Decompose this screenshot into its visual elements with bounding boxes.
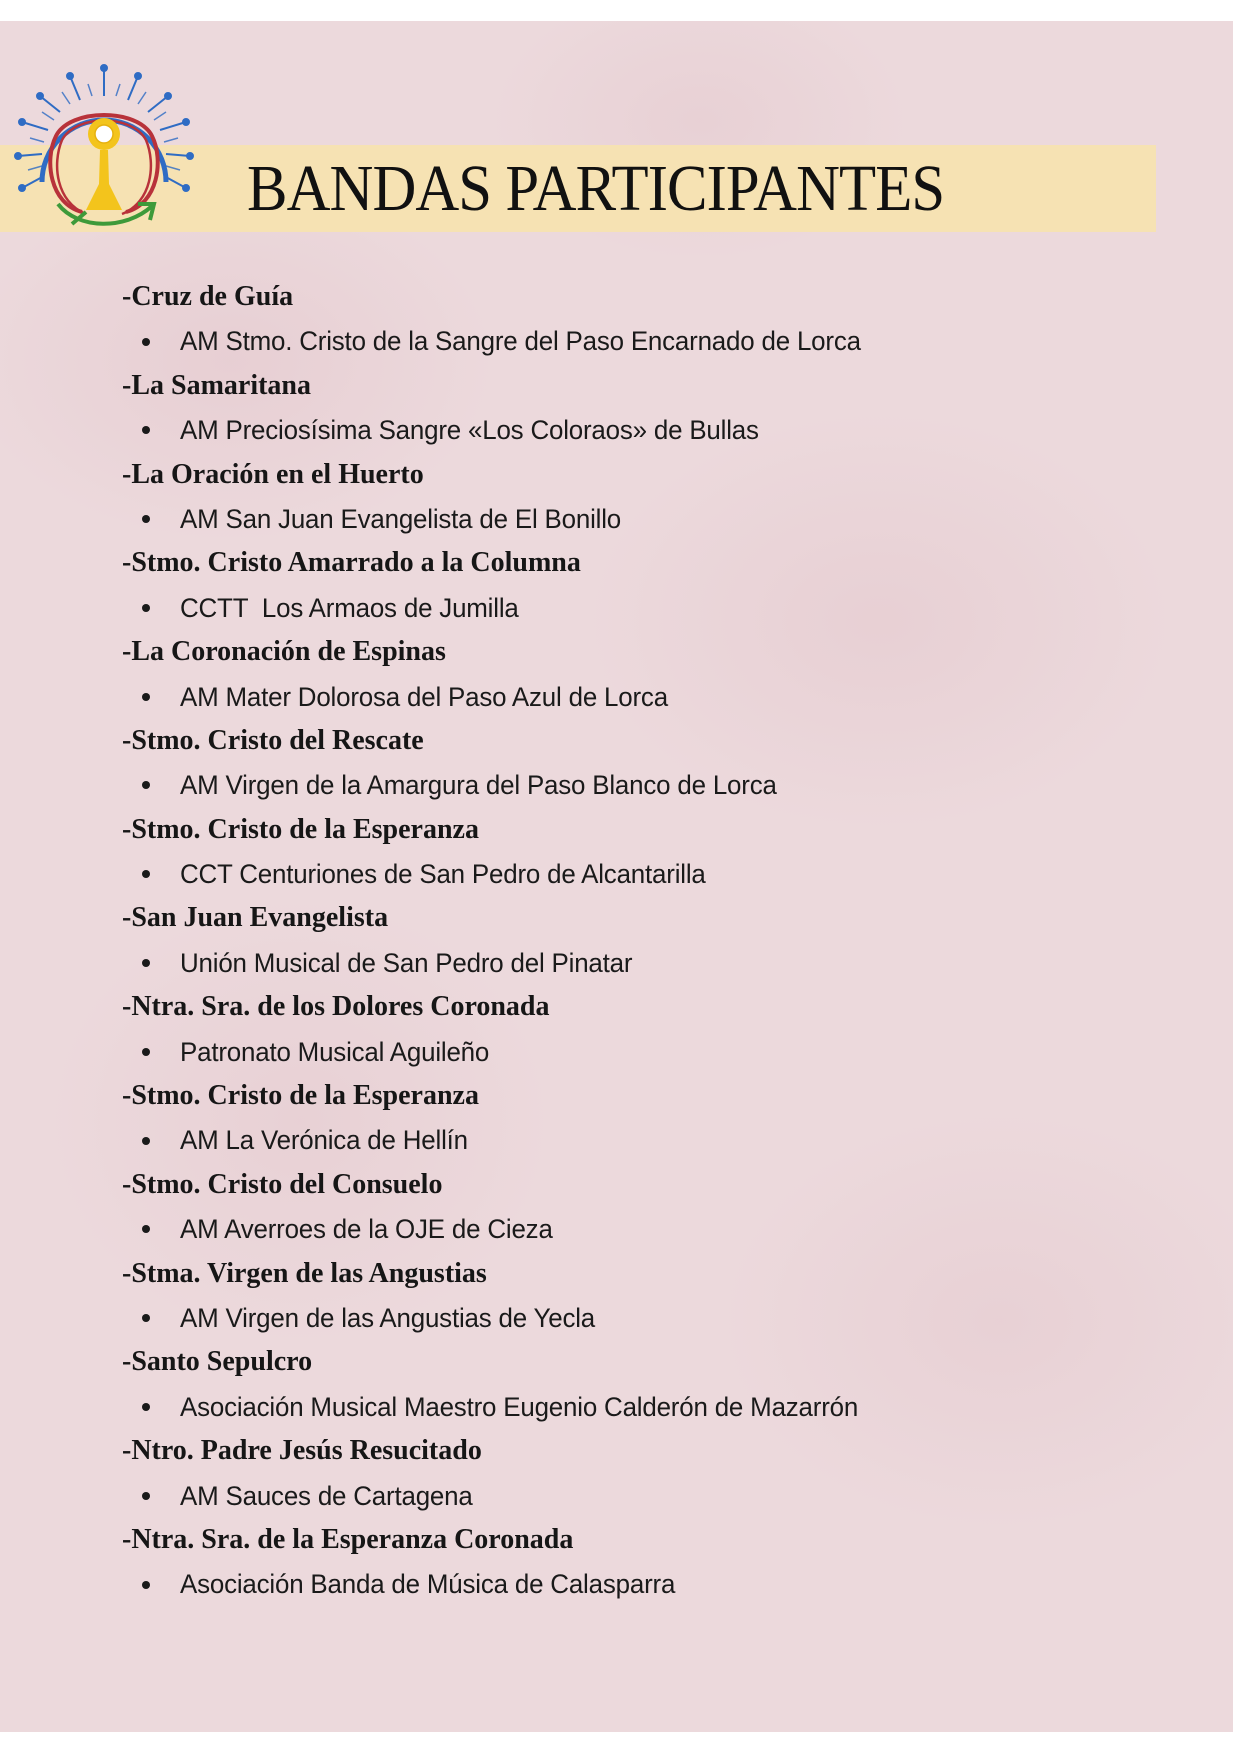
band-name: AM Mater Dolorosa del Paso Azul de Lorca xyxy=(180,681,668,712)
bullet-icon xyxy=(142,870,150,878)
bullet-icon xyxy=(142,338,150,346)
list-item xyxy=(122,1252,1122,1341)
bullet-icon xyxy=(142,1137,150,1145)
list-item xyxy=(122,1074,1122,1163)
band-row xyxy=(122,319,1122,363)
bullet-icon xyxy=(142,1492,150,1500)
band-row xyxy=(122,941,1122,985)
procession-title: -Stmo. Cristo Amarrado a la Columna xyxy=(122,547,581,579)
procession-title: -Stmo. Cristo de la Esperanza xyxy=(122,1080,479,1112)
bullet-icon xyxy=(142,515,150,523)
procession-title: -Ntra. Sra. de los Dolores Coronada xyxy=(122,991,550,1023)
band-row xyxy=(122,408,1122,452)
band-name: Asociación Musical Maestro Eugenio Calderón de Mazarrón xyxy=(180,1391,859,1422)
bands-list xyxy=(122,275,1122,1607)
band-name: AM Sauces de Cartagena xyxy=(180,1480,473,1511)
procession-title: -San Juan Evangelista xyxy=(122,902,389,934)
procession-title: -Stmo. Cristo del Rescate xyxy=(122,724,424,756)
bullet-icon xyxy=(142,1048,150,1056)
hermandad-emblem-icon xyxy=(14,64,194,240)
band-name: CCTT Los Armaos de Jumilla xyxy=(180,592,519,623)
bullet-icon xyxy=(142,604,150,612)
list-item xyxy=(122,1163,1122,1252)
band-row xyxy=(122,1296,1122,1340)
band-name: Unión Musical de San Pedro del Pinatar xyxy=(180,947,633,978)
band-name: AM Virgen de la Amargura del Paso Blanco de Lorca xyxy=(180,770,777,801)
bullet-icon xyxy=(142,959,150,967)
list-item xyxy=(122,453,1122,542)
list-item xyxy=(122,1518,1122,1607)
band-name: AM Preciosísima Sangre «Los Coloraos» de Bullas xyxy=(180,415,759,446)
band-name: AM Averroes de la OJE de Cieza xyxy=(180,1214,553,1245)
band-name: AM Stmo. Cristo de la Sangre del Paso Encarnado de Lorca xyxy=(180,326,861,357)
band-row xyxy=(122,1207,1122,1251)
list-item xyxy=(122,896,1122,985)
list-item xyxy=(122,808,1122,897)
band-name: Patronato Musical Aguileño xyxy=(180,1036,490,1067)
band-row xyxy=(122,852,1122,896)
list-item xyxy=(122,630,1122,719)
band-name: AM La Verónica de Hellín xyxy=(180,1125,468,1156)
list-item xyxy=(122,719,1122,808)
band-row xyxy=(122,1118,1122,1162)
band-row xyxy=(122,497,1122,541)
band-row xyxy=(122,1385,1122,1429)
band-name: CCT Centuriones de San Pedro de Alcantarilla xyxy=(180,859,706,890)
band-name: Asociación Banda de Música de Calasparra xyxy=(180,1569,676,1600)
band-row xyxy=(122,763,1122,807)
procession-title: -La Oración en el Huerto xyxy=(122,458,424,490)
band-row xyxy=(122,1562,1122,1606)
procession-title: -Cruz de Guía xyxy=(122,281,294,312)
procession-title: -Ntro. Padre Jesús Resucitado xyxy=(122,1435,482,1467)
procession-title: -La Samaritana xyxy=(122,369,311,401)
procession-title: -Ntra. Sra. de la Esperanza Coronada xyxy=(122,1523,574,1555)
bullet-icon xyxy=(142,1225,150,1233)
bullet-icon xyxy=(142,781,150,789)
list-item xyxy=(122,1429,1122,1518)
band-row xyxy=(122,586,1122,630)
list-item xyxy=(122,1340,1122,1429)
band-row xyxy=(122,1030,1122,1074)
band-name: AM San Juan Evangelista de El Bonillo xyxy=(180,503,622,534)
page-title: BANDAS PARTICIPANTES xyxy=(247,152,945,225)
band-name: AM Virgen de las Angustias de Yecla xyxy=(180,1302,596,1333)
procession-title: -Stmo. Cristo del Consuelo xyxy=(122,1168,443,1200)
list-item xyxy=(122,985,1122,1074)
list-item xyxy=(122,364,1122,453)
procession-title: -Santo Sepulcro xyxy=(122,1346,313,1378)
band-row xyxy=(122,1474,1122,1518)
bullet-icon xyxy=(142,1403,150,1411)
bullet-icon xyxy=(142,693,150,701)
list-item xyxy=(122,275,1122,364)
procession-title: -Stmo. Cristo de la Esperanza xyxy=(122,813,479,845)
procession-title: -La Coronación de Espinas xyxy=(122,636,446,668)
band-row xyxy=(122,675,1122,719)
bullet-icon xyxy=(142,1581,150,1589)
bullet-icon xyxy=(142,1314,150,1322)
bullet-icon xyxy=(142,426,150,434)
list-item xyxy=(122,541,1122,630)
procession-title: -Stma. Virgen de las Angustias xyxy=(122,1257,487,1289)
